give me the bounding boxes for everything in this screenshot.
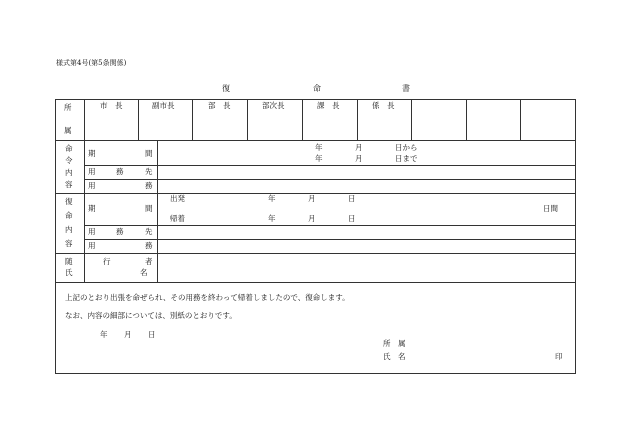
meirei-month-1: 月 <box>355 143 363 152</box>
fukumei-yomu-2: 務 <box>145 241 153 250</box>
meirei-year-1: 年 <box>315 143 323 152</box>
fukumei-side-1: 復 <box>65 197 73 206</box>
title-char-3: 書 <box>402 84 410 93</box>
zuiko-b: 名 <box>140 268 148 277</box>
zuiko-side-1: 随 <box>65 257 73 266</box>
meirei-from: 日から <box>395 143 418 152</box>
meirei-side-3: 内 <box>65 168 73 177</box>
meirei-side-1: 命 <box>65 144 73 153</box>
col-divider <box>302 99 303 140</box>
footer-line-2: なお、内容の細部については、別紙のとおりです。 <box>65 311 237 320</box>
fukumei-side-2: 命 <box>65 211 73 220</box>
row-divider <box>55 253 576 254</box>
meirei-kikan-b: 間 <box>145 149 153 158</box>
fukumei-depart-day: 日 <box>348 194 356 203</box>
col-divider <box>247 99 248 140</box>
zuiko-a-1: 行 <box>103 257 111 266</box>
fukumei-yomu-1: 用 <box>88 241 96 250</box>
meirei-yomu-1: 用 <box>88 181 96 190</box>
meirei-yomusaki-2: 務 <box>116 167 124 176</box>
fukumei-side-4: 容 <box>65 239 73 248</box>
meirei-kikan-a: 期 <box>88 149 96 158</box>
footer-month: 月 <box>124 330 132 339</box>
header-section-chief: 課 長 <box>317 101 340 110</box>
shozoku-label-top: 所 <box>64 103 72 112</box>
title-char-1: 復 <box>222 84 230 93</box>
meirei-yomusaki-1: 用 <box>88 167 96 176</box>
footer-day: 日 <box>148 330 156 339</box>
meirei-to: 日まで <box>395 154 418 163</box>
meirei-side-4: 容 <box>65 180 73 189</box>
zuiko-a-2: 者 <box>145 257 153 266</box>
fukumei-kikan-b: 間 <box>145 204 153 213</box>
col-divider <box>84 99 85 282</box>
meirei-year-2: 年 <box>315 154 323 163</box>
meirei-side-2: 令 <box>65 156 73 165</box>
fukumei-days: 日間 <box>543 204 558 213</box>
title-char-2: 命 <box>313 84 321 93</box>
footer-year: 年 <box>100 330 108 339</box>
fukumei-yomusaki-2: 務 <box>116 227 124 236</box>
meirei-yomu-2: 務 <box>145 181 153 190</box>
col-divider <box>157 140 158 282</box>
fukumei-arrive-month: 月 <box>308 214 316 223</box>
fukumei-yomusaki-3: 先 <box>145 227 153 236</box>
row-divider <box>55 140 576 141</box>
footer-shozoku: 所 属 <box>383 339 406 348</box>
col-divider <box>357 99 358 140</box>
header-director: 部 長 <box>208 101 231 110</box>
header-vice-mayor: 副市長 <box>152 101 175 110</box>
row-divider <box>55 282 576 283</box>
fukumei-depart-year: 年 <box>268 194 276 203</box>
header-subsection-chief: 係 長 <box>372 101 395 110</box>
meirei-yomusaki-3: 先 <box>145 167 153 176</box>
fukumei-arrive-day: 日 <box>348 214 356 223</box>
col-divider <box>411 99 412 140</box>
col-divider <box>192 99 193 140</box>
fukumei-depart-month: 月 <box>308 194 316 203</box>
fukumei-kikan-a: 期 <box>88 204 96 213</box>
form-number: 様式第4号(第5条関係) <box>56 59 127 67</box>
zuiko-side-2: 氏 <box>65 268 73 277</box>
fukumei-depart: 出発 <box>170 194 185 203</box>
fukumei-arrive: 帰着 <box>170 214 185 223</box>
header-mayor: 市 長 <box>100 101 123 110</box>
col-divider <box>466 99 467 140</box>
shozoku-label-bottom: 属 <box>64 126 72 135</box>
fukumei-arrive-year: 年 <box>268 214 276 223</box>
footer-line-1: 上記のとおり出張を命ぜられ、その用務を終わって帰着しましたので、復命します。 <box>65 293 350 302</box>
col-divider <box>138 99 139 140</box>
fukumei-yomusaki-1: 用 <box>88 227 96 236</box>
header-deputy-director: 部次長 <box>262 101 285 110</box>
meirei-month-2: 月 <box>355 154 363 163</box>
col-divider <box>520 99 521 140</box>
footer-shimei: 氏 名 <box>383 352 406 361</box>
fukumei-side-3: 内 <box>65 225 73 234</box>
seal-mark: 印 <box>555 352 563 361</box>
row-divider <box>55 193 576 194</box>
